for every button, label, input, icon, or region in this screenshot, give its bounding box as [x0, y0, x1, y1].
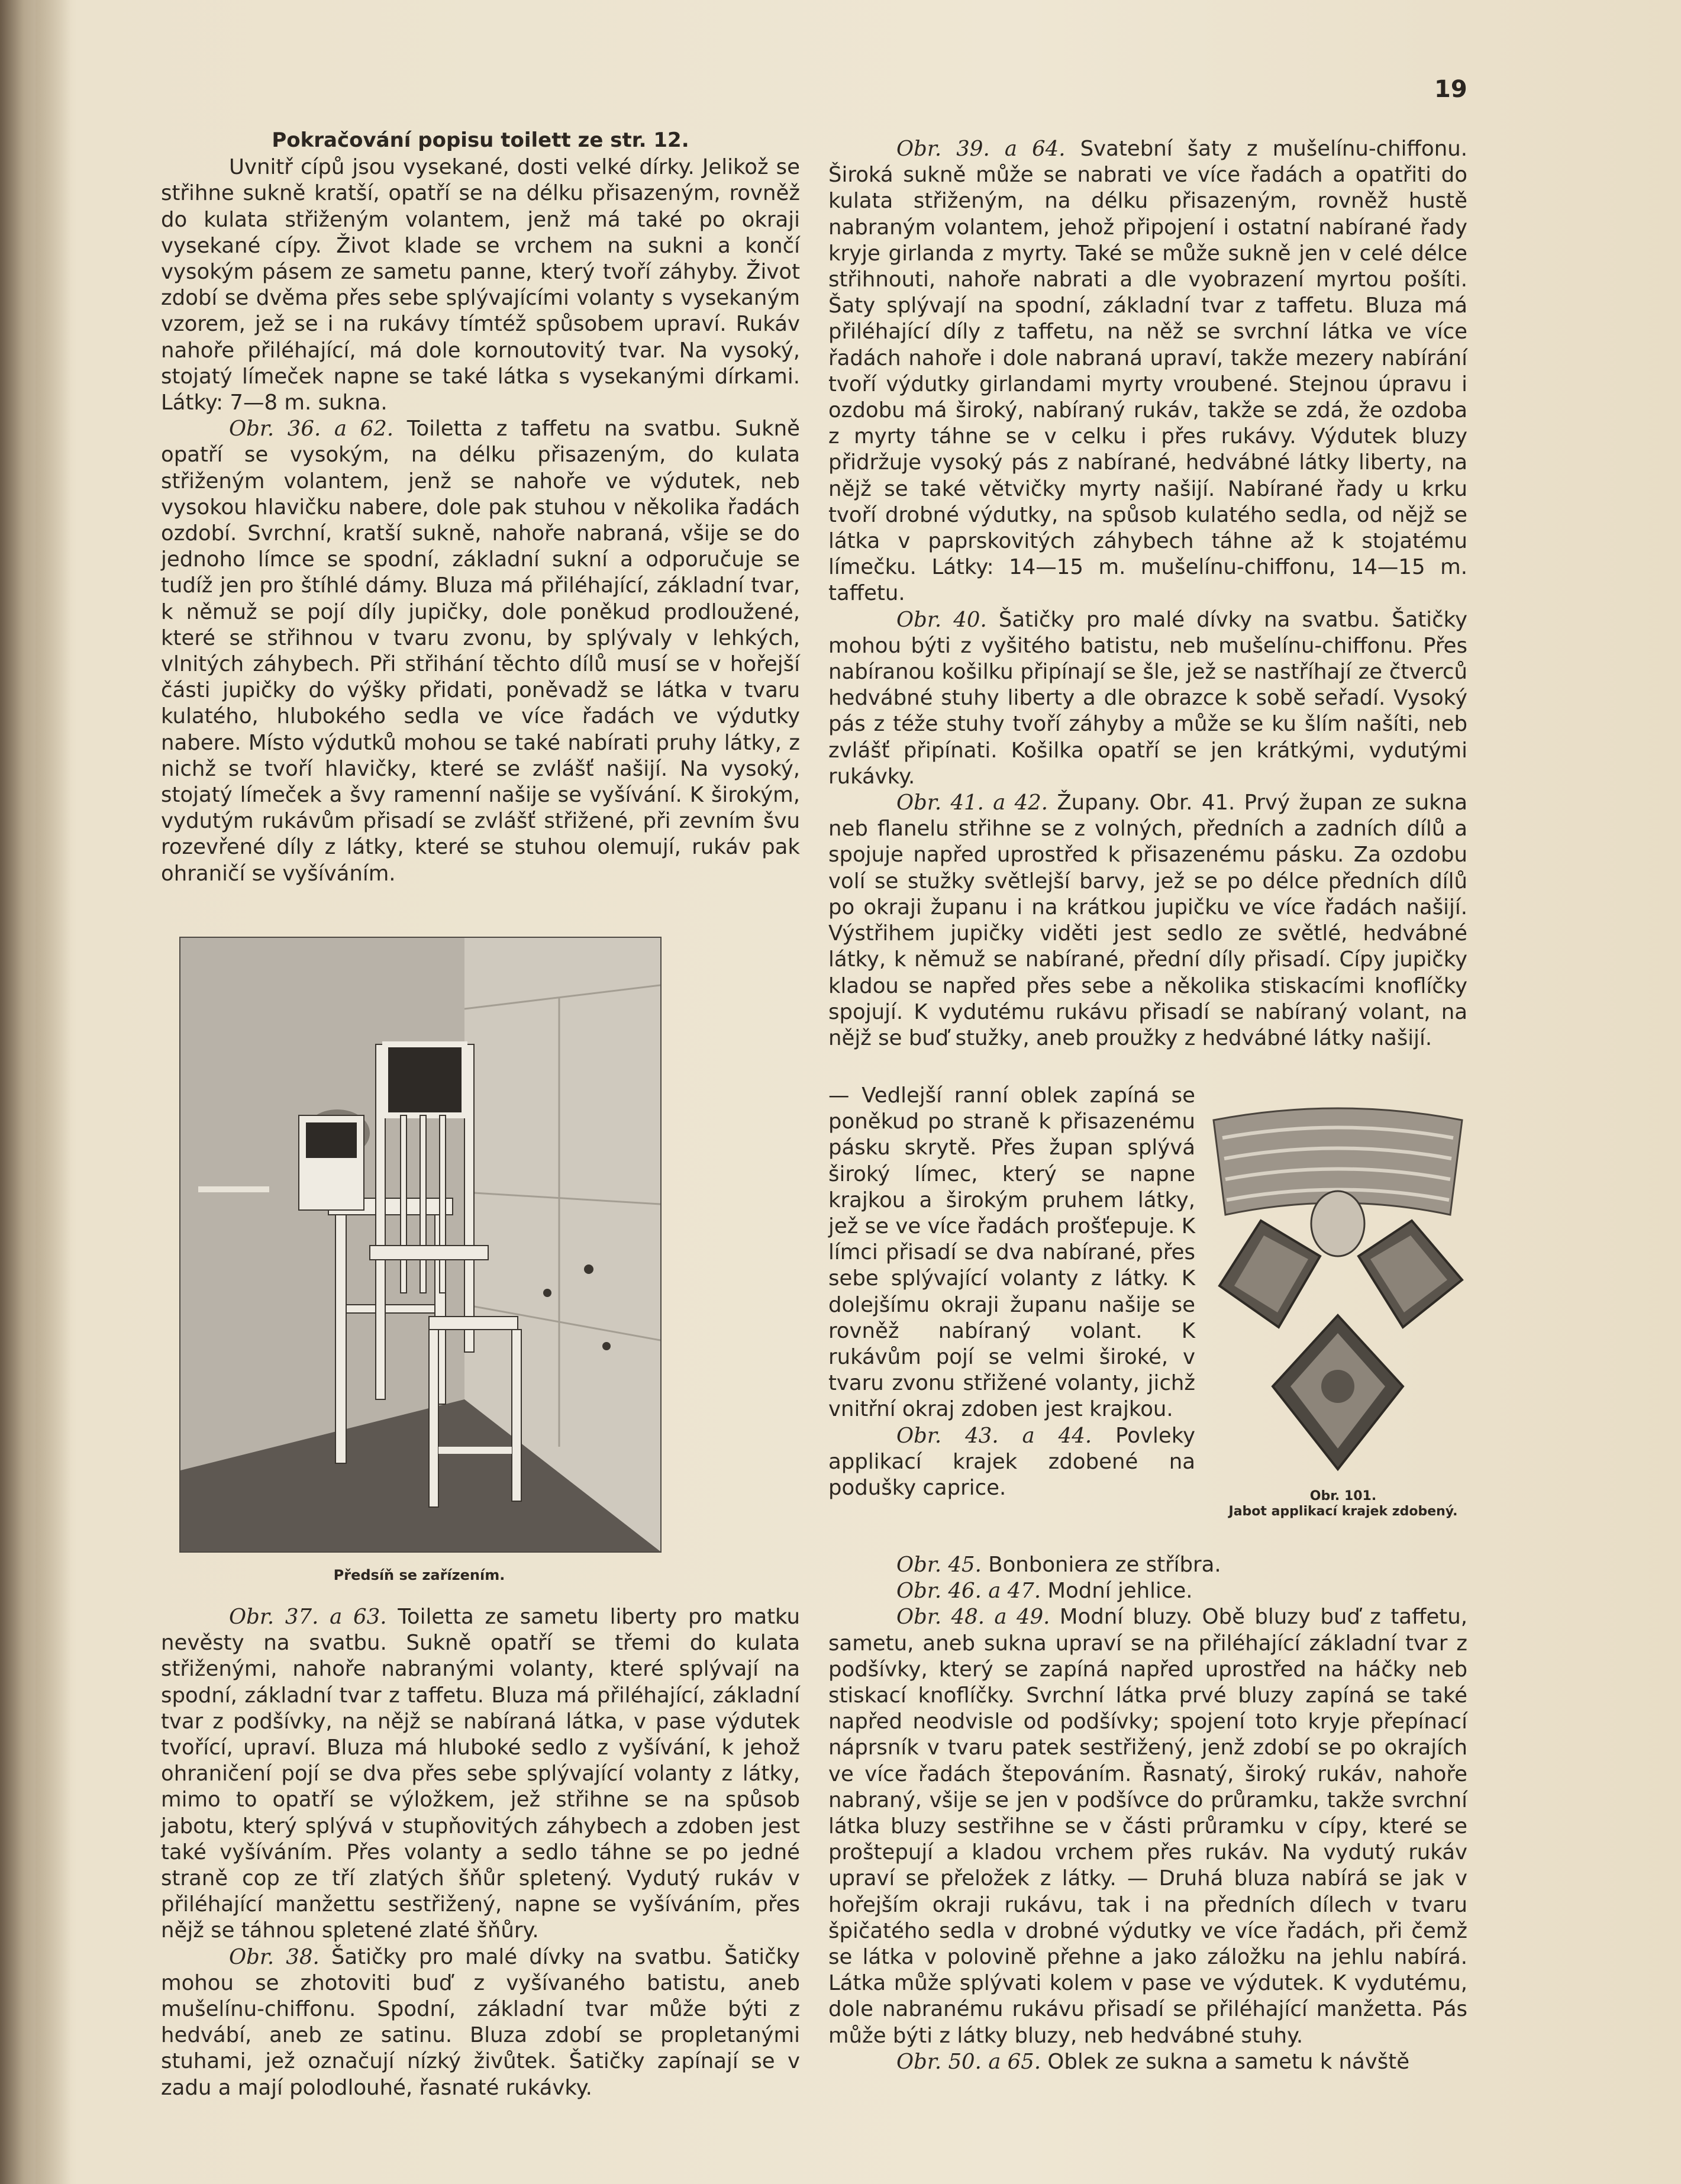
figure-reference: Obr. 50. a 65.	[896, 2049, 1041, 2074]
figure-reference: Obr. 41. a 42.	[896, 791, 1048, 815]
figure-reference: Obr. 43. a 44.	[896, 1423, 1092, 1448]
figure-reference: Obr. 38.	[229, 1944, 320, 1969]
jabot-illustration	[1208, 1102, 1468, 1505]
figure-reference: Obr. 37. a 63.	[229, 1605, 387, 1629]
paragraph: — Vedlejší ranní oblek zapíná se poněkud po straně k přisazenému pásku skrytě. Přes župan splývá široký límec, který se napne krajkou a širokým pruhem látky, jež se ve více řadách prošťepuje. K límci přisadí se dva nabírané, přes sebe splývající volanty z látky. K dolejšímu okraji županu našije se rovněž nabíraný volant. K rukávům pojí se velmi široké, v tvaru zvonu střižené volanty, jichž vnitřní okraj zdoben jest krajkou.	[828, 1083, 1195, 1422]
paragraph: Obr. 50. a 65. Oblek ze sukna a sametu k návště	[896, 2049, 1410, 2074]
paragraph: Obr. 39. a 64. Svatební šaty z mušelínu-chiffonu. Široká sukně může se nabrati ve více řadách a opatřiti do kulata střiženým, na délku přisazeným, rovněž hustě nabraným volantem, jehož připojení i ostatní nabírané řady kryje girlanda z myrty. Také se může sukně jen v celé délce střihnouti, nahoře nabrati a dle vyobrazení myrtou pošíti. Šaty splývají na spodní, základní tvar z taffetu. Bluza má přiléhající díly z taffetu, na něž se svrchní látka ve více řadách nahoře i dole nabraná upraví, takže mezery nabírání tvoří výdutky girlandami myrty vroubené. Stejnou úpravu i ozdobu má široký, nabíraný rukáv, takže se zdá, že ozdoba z myrty táhne se v celku i přes rukávy. Výdutek bluzy přidržuje vysoký pás z nabírané, hedvábné látky liberty, na nějž se také větvičky myrty našijí. Nabírané řady u krku tvoří drobné výdutky, na spůsob kulatého sedla, od nějž se látka v paprskovitých záhybech táhne až k stojatému límečku. Látky: 14—15 m. mušelínu-chiffonu, 14—15 m. taffetu.	[828, 137, 1467, 606]
right-column-wrap	[828, 1083, 1195, 1501]
figure-reference: Obr. 48. a 49.	[896, 1605, 1050, 1630]
figure-number: Obr. 101.	[1309, 1489, 1377, 1504]
section-heading: Pokračování popisu toilett ze str. 12.	[272, 128, 689, 152]
figure-caption: Předsíň se zařízením.	[333, 1567, 505, 1583]
left-column-lower	[161, 1604, 800, 2101]
paragraph: Obr. 40. Šatičky pro malé dívky na svatbu. Šatičky mohou býti z vyšitého batistu, neb mušelínu-chiffonu. Přes nabíranou košilku připínají se šle, jež se nastříhají ze čtverců hedvábné stuhy liberty a dle obrazce k sobě seřadí. Vysoký pás z téže stuhy tvoří záhyby a může se ku šlím našíti, neb zvlášť připínati. Košilka opatří se jen krátkými, vydutými rukávky.	[828, 607, 1467, 789]
paragraph: Obr. 45. Bonboniera ze stříbra.	[896, 1553, 1221, 1577]
paragraph: Obr. 37. a 63. Toiletta ze sametu liberty pro matku nevěsty na svatbu. Sukně opatří se třemi do kulata střiženými, nahoře nabranými volanty, které splývají na spodní, základní tvar z taffetu. Bluza má přiléhající, základní tvar z podšívky, na nějž se nabíraná látka, v pase výdutek tvořící, upraví. Bluza má hluboké sedlo z vyšívání, k jehož ohraničení pojí se dva přes sebe splývající volanty z látky, mimo to opatří se výložkem, jež střihne se na spůsob jabotu, který splývá v stupňovitých záhybech a zdoben jest také vyšíváním. Přes volanty a sedlo táhne se po jedné straně cop ze tří zlatých šňůr spletený. Vydutý rukáv v přiléhající manžettu sestřižený, napne se vyšíváním, přes nějž se táhnou spletené zlaté šňůry.	[161, 1605, 800, 1943]
figure-reference: Obr. 36. a 62.	[229, 417, 394, 441]
figure-reference: Obr. 45.	[896, 1553, 982, 1577]
figure-caption	[1213, 1489, 1473, 1520]
binding-gutter	[0, 0, 71, 2184]
figure-title: Jabot applikací krajek zdobený.	[1228, 1504, 1458, 1519]
figure-reference: Obr. 39. a 64.	[896, 137, 1066, 161]
jabot-lace-drawing	[1208, 1102, 1468, 1481]
right-column-lower	[828, 1552, 1467, 2075]
hall-furniture-illustration	[180, 938, 660, 1551]
paragraph: Obr. 38. Šatičky pro malé dívky na svatbu. Šatičky mohou se zhotoviti buď z vyšívaného batistu, aneb mušelínu-chiffonu. Spodní, základní tvar může býti z hedvábí, aneb ze satinu. Bluza zdobí se propletanými stuhami, jež označují nízký živůtek. Šatičky zapínají se v zadu a mají polodlouhé, řasnaté rukávky.	[161, 1944, 800, 2100]
figure-reference: Obr. 40.	[896, 607, 987, 632]
paragraph: Obr. 36. a 62. Toiletta z taffetu na svatbu. Sukně opatří se vysokým, na délku přisazeným, do kulata střiženým volantem, jenž se nahoře ve výdutek, neb vysokou hlavičku nabere, dole pak stuhou v několika řadách ozdobí. Svrchní, kratší sukně, nahoře nabraná, všije se do jednoho límce se spodní, základní sukní a odporučuje se tudíž jen pro štíhlé dámy. Bluza má přiléhající, základní tvar, k němuž se pojí díly jupičky, dole poněkud prodloužené, které se střihnou v tvaru zvonu, by splývaly v lehkých, vlnitých záhybech. Při střihání těchto dílů musí se v hořejší části jupičky do výšky přidati, poněvadž se látka v tvaru kulatého, hlubokého sedla ve více řadách ve výdutky nabere. Místo výdutků mohou se také nabírati pruhy látky, z nichž se tvoří hlavičky, které se zvlášť našijí. Na vysoký, stojatý límeček a švy ramenní našije se vyšívání. K širokým, vydutým rukávům přisadí se zvlášť střižené, při zevním švu rozevřené díly z látky, které se stuhou olemují, rukáv pak ohraničí se vyšíváním.	[161, 417, 800, 886]
figure-reference: Obr. 46. a 47.	[896, 1579, 1041, 1604]
paragraph: Obr. 48. a 49. Modní bluzy. Obě bluzy buď z taffetu, sametu, aneb sukna upraví se na přiléhající základní tvar z podšívky, který se zapíná napřed uprostřed na háčky neb stiskací knoflíčky. Svrchní látka prvé bluzy zapíná se také napřed neodvisle od podšívky; spojení toto kryje přepínací náprsník v tvaru patek sestřižený, jenž zdobí se po okrajích ve více řadách štepováním. Řasnatý, široký rukáv, nahoře nabraný, všije se jen v podšívce do průramku, takže svrchní látka bluzy sestřihne se v části průramku v cípy, které se proštepují a kladou vrchem přes rukáv. Na vydutý rukáv upraví se přeložek z látky. — Druhá bluza nabírá se jak v hořejším okraji rukávu, tak i na předních dílech v tvaru špičatého sedla v drobné výdutky ve více řadách, při čemž se látka v polovině přehne a jako záložku na jehlu nabírá. Látka může splývati kolem v pase ve výdutek. K vydutému, dole nabranému rukávu přisadí se přiléhající manžetta. Pás může býti z látky bluzy, neb hedvábné stuhy.	[828, 1605, 1468, 2048]
right-column	[828, 136, 1467, 1051]
hall-furniture-photo	[179, 937, 662, 1553]
paragraph: Obr. 43. a 44. Povleky applikací krajek zdobené na podušky caprice.	[828, 1423, 1195, 1501]
paragraph: Obr. 46. a 47. Modní jehlice.	[896, 1579, 1193, 1604]
left-column	[161, 127, 800, 887]
page-number: 19	[1434, 76, 1467, 103]
paragraph: Obr. 41. a 42. Župany. Obr. 41. Prvý župan ze sukna neb flanelu střihne se z volných, předních a zadních dílů a spojuje napřed uprostřed k přisazenému pásku. Za ozdobu volí se stužky světlejší barvy, jež se po délce předních dílů po okraji županu i na krátkou jupičku ve více řadách našijí. Výstřihem jupičky viděti jest sedlo ze světlé, hedvábné látky, k němuž se nabírané, přední díly přisadí. Cípy jupičky kladou se napřed přes sebe a několika stiskacími knoflíčky spojují. K vydutému rukávu přisadí se nabíraný volant, na nějž se buď stužky, aneb proužky z hedvábné látky našijí.	[828, 791, 1468, 1050]
paragraph: Uvnitř cípů jsou vysekané, dosti velké dírky. Jelikož se střihne sukně kratší, opatří se na délku přisazeným, rovněž do kulata střiženým volantem, jenž má také po okraji vysekané cípy. Život klade se vrchem na sukni a končí vysokým pásem ze sametu panne, který tvoří záhyby. Život zdobí se dvěma přes sebe splývajícími volanty s vysekaným vzorem, jež se i na rukávy tímtéž spůsobem upraví. Rukáv nahoře přiléhající, má dole kornoutovitý tvar. Na vysoký, stojatý límeček napne se také látka s vysekanými dírkami. Látky: 7—8 m. sukna.	[161, 155, 800, 415]
